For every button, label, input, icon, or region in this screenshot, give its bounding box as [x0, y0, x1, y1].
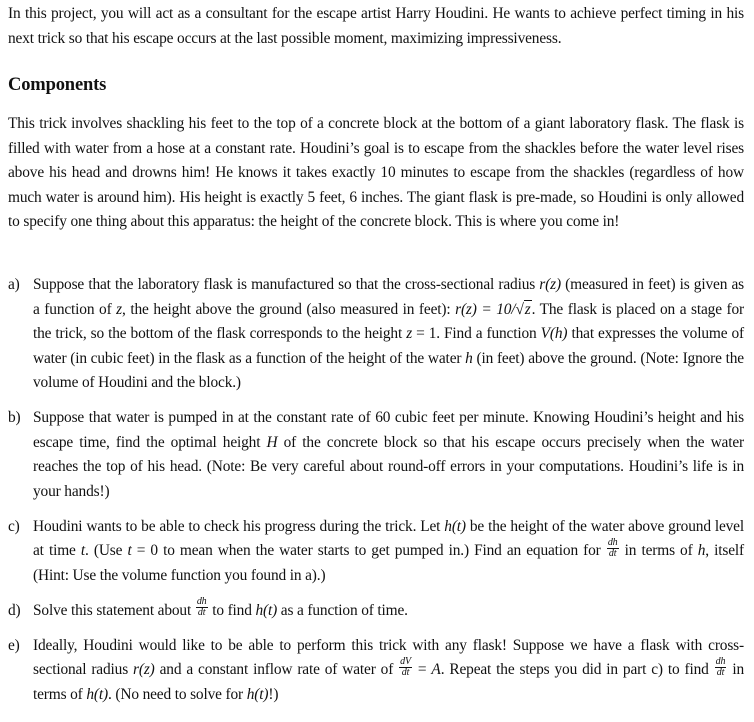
- question-label: b): [8, 409, 21, 426]
- body-paragraph: This trick involves shackling his feet to the top of a concrete block at the bottom of a giant laboratory flask. The flask is filled with water from a hose at a constant rate. Houdini’s goal is to escape from the shackles before the water level rises above his head and drowns him! He knows it takes exactly 10 minutes to escape from the shackles (regardless of how much water is around him). His height is exactly 5 feet, 6 inches. The giant flask is pre-made, so Houdini is only allowed to specify one thing about this apparatus: the height of the concrete block. This is where you come in!: [8, 115, 744, 230]
- question-label: d): [8, 601, 21, 619]
- question-c: c) Houdini wants to be able to check his progress during the trick. Let h(t) be the height of the water above ground level at time t. (Use t = 0 to mean when the water starts to get pumped in.) Find an equation for $\frac{dh}{dt}$ in terms of h, itself (Hint: Use the volume function you found in a).): [8, 515, 744, 589]
- fraction-dh-dt: $\frac{dh}{dt}$: [196, 596, 207, 619]
- fraction-dv-dt: $\frac{dV}{dt}$: [400, 655, 411, 678]
- intro-paragraph: In this project, you will act as a consultant for the escape artist Harry Houdini. He wants to achieve perfect timing in his next trick so that his escape occurs at the last possible moment, maximizing impressiveness.: [8, 5, 744, 47]
- question-label: c): [8, 517, 20, 535]
- question-e: e) Ideally, Houdini would like to be able to perform this trick with any flask! Suppose we have a flask with cross-sectional radius r(z) and a constant inflow rate of water of $\frac{dV}{dt}$ = A. Repeat the steps you did in part c) to find $\frac{dh}{dt}$ in terms of h(t). (No need to solve for h(t)!): [8, 634, 744, 708]
- question-d: d) Solve this statement about $\frac{dh}{dt}$ to find h(t) as a function of time.: [8, 599, 744, 624]
- question-label: e): [8, 636, 20, 654]
- fraction-dh-dt: $\frac{dh}{dt}$: [715, 655, 726, 678]
- question-label: a): [8, 276, 20, 293]
- question-a: a) Suppose that the laboratory flask is manufactured so that the cross-sectional radius r(z) (measured in feet) is given as a function of z, the height above the ground (also measured in feet): r(z) = 10/√z. The flask is placed on a stage for the trick, so the bottom of the flask corresponds to the height z = 1. Find a function V(h) that expresses the volume of water (in cubic feet) in the flask as a function of the height of the water h (in feet) above the ground. (Note: Ignore the volume of Houdini and the block.): [8, 273, 744, 396]
- question-list: [8, 273, 744, 718]
- fraction-dh-dt: $\frac{dh}{dt}$: [607, 536, 618, 559]
- question-b: b) Suppose that water is pumped in at the constant rate of 60 cubic feet per minute. Knowing Houdini’s height and his escape time, find the optimal height H of the concrete block so that his escape occurs precisely when the water reaches the top of his head. (Note: Be very careful about round-off errors in your computations. Houdini’s life is in your hands!): [8, 406, 744, 504]
- section-heading: Components: [8, 75, 107, 95]
